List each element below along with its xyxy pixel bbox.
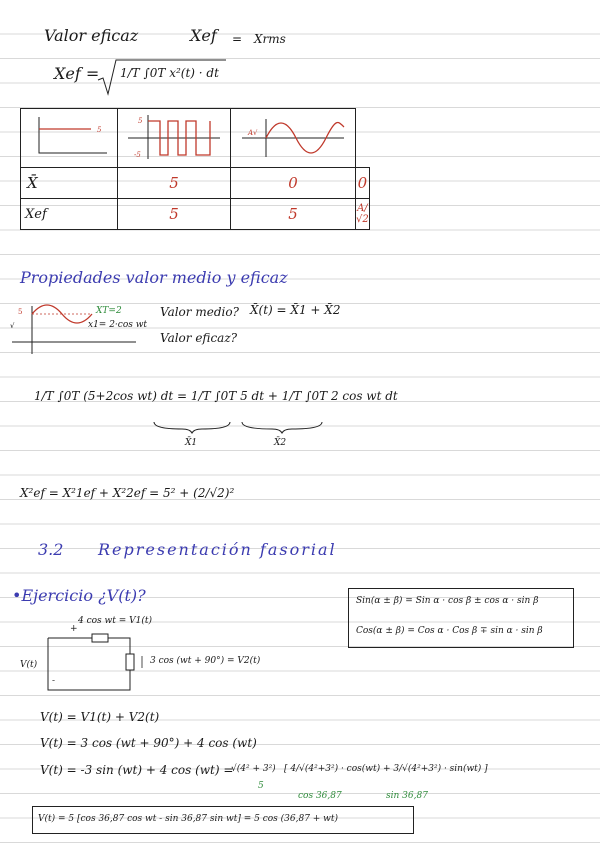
final-answer: V(t) = 5 [cos 36,87 cos wt - sin 36,87 sin wt] = 5 cos (36,87 + wt)	[38, 814, 339, 824]
circuit-diagram	[40, 624, 150, 696]
formula-sin: Sin(α ± β) = Sin α · cos β ± cos α · sin β	[356, 596, 539, 606]
eff-sum-equation: X²ef = X²1ef + X²2ef = 5² + (2/√2)²	[20, 486, 235, 500]
brace-label-2: X̄2	[274, 438, 287, 448]
brace-label-1: X̄1	[185, 438, 198, 448]
row-mean-label: X̄	[21, 168, 118, 199]
signal-table	[20, 108, 370, 230]
solution-bracket: [ 4/√(4²+3²) · cos(wt) + 3/√(4²+3²) · sin(wt) ]	[284, 764, 488, 774]
circuit-v2-label: 3 cos (wt + 90°) = V2(t)	[150, 656, 261, 666]
circuit-v1-label: 4 cos wt = V1(t)	[78, 616, 152, 626]
under-sin-label: sin 36,87	[386, 791, 428, 801]
section-number: 3.2	[38, 540, 64, 559]
mean-value: 0	[231, 168, 356, 199]
square-bottom-label: -5	[134, 151, 141, 159]
eff-value: A/√2	[356, 199, 370, 230]
heading-xrms: Xrms	[254, 32, 286, 46]
definition-lhs: Xef =	[54, 64, 100, 83]
eff-value: 5	[118, 199, 231, 230]
dc-level-label: 5	[97, 126, 102, 134]
integral-equation: 1/T ∫0T (5+2cos wt) dt = 1/T ∫0T 5 dt + 1/T ∫0T 2 cos wt dt	[34, 389, 398, 403]
question-eff: Valor eficaz?	[160, 331, 238, 345]
underbraces	[152, 420, 332, 434]
eff-value: 5	[231, 199, 356, 230]
question-mean: Valor medio?	[160, 305, 239, 319]
properties-title: Propiedades valor medio y eficaz	[20, 268, 288, 287]
exercise-title: •Ejercicio ¿V(t)?	[12, 586, 146, 605]
heading-title: Valor eficaz	[44, 26, 139, 45]
definition-body: 1/T ∫0T x²(t) · dt	[120, 66, 219, 80]
plot-square	[118, 109, 231, 168]
circuit-vt-label: V(t)	[20, 660, 38, 670]
graph-x1-label: x1= 2·cos wt	[88, 320, 148, 330]
plot-dc	[21, 109, 118, 168]
under-cos-label: cos 36,87	[298, 791, 342, 801]
sine-amp-label: A√	[248, 129, 258, 137]
heading-equals: =	[232, 32, 243, 46]
mean-value: 5	[118, 168, 231, 199]
heading-xef: Xef	[190, 26, 217, 45]
mean-value: 0	[356, 168, 370, 199]
graph-y-top: 5	[18, 308, 23, 316]
mean-sum-equation: X̄(t) = X̄1 + X̄2	[250, 303, 341, 317]
graph-y-mid: √	[10, 322, 15, 330]
circuit-minus: -	[52, 676, 56, 686]
row-eff-label: Xef	[21, 199, 118, 230]
square-top-label: 5	[138, 117, 143, 125]
circuit-plus: +	[70, 624, 78, 634]
solution-line-3: V(t) = -3 sin (wt) + 4 cos (wt) =	[40, 763, 234, 777]
solution-root: √(4² + 3²)	[231, 764, 276, 774]
under-root-value: 5	[258, 781, 264, 791]
plot-sine	[231, 109, 356, 168]
graph-curve-label: XT=2	[96, 306, 122, 316]
formula-cos: Cos(α ± β) = Cos α · Cos β ∓ sin α · sin β	[356, 626, 543, 636]
solution-line-2: V(t) = 3 cos (wt + 90°) + 4 cos (wt)	[40, 736, 257, 750]
section-title: Representación fasorial	[98, 540, 337, 559]
solution-line-1: V(t) = V1(t) + V2(t)	[40, 710, 160, 724]
